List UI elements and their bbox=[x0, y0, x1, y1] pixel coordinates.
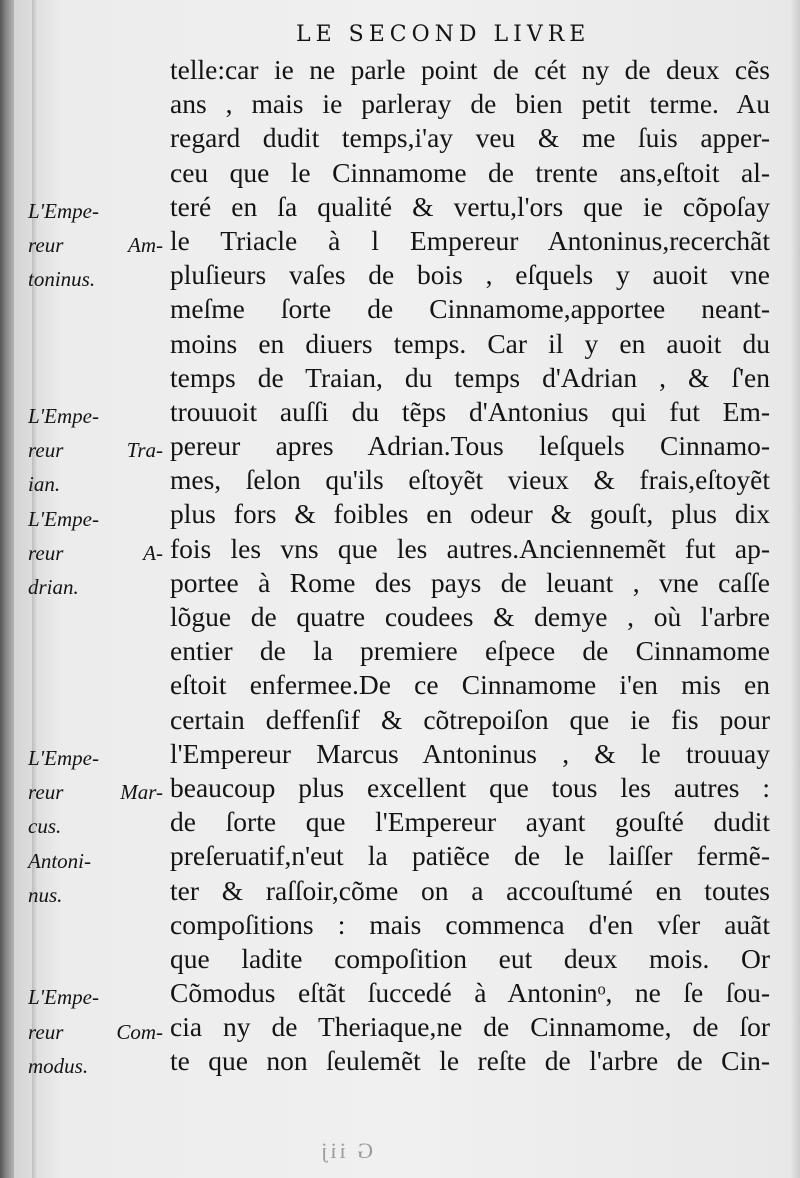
text-line: teré en ſa qualité & vertu,l'ors que ie cõpoſay bbox=[170, 190, 770, 222]
text-line: pereur apres Adrian.Tous leſquels Cinnamo- bbox=[170, 430, 770, 462]
margin-note-line: L'Empe- bbox=[28, 746, 99, 770]
margin-note-line: reur Tra- bbox=[28, 438, 163, 463]
text-line: que ladite compoſition eut deux mois. Or bbox=[170, 942, 770, 974]
text-line: te que non ſeulemẽt le reſte de l'arbre de Cin- bbox=[170, 1045, 770, 1077]
text-line: cia ny de Theriaque,ne de Cinnamome, de ſor bbox=[170, 1011, 770, 1043]
body-text bbox=[170, 53, 770, 1079]
margin-note-line: L'Empe- bbox=[28, 985, 99, 1010]
text-line: mes, ſelon qu'ils eſtoyẽt vieux & frais,eſtoyẽt bbox=[170, 464, 770, 496]
text-line: preſeruatif,n'eut la patiẽce de le laiſſer fermẽ- bbox=[170, 840, 770, 872]
margin-note-line: L'Empe- bbox=[28, 404, 99, 428]
text-line: portee à Rome des pays de leuant , vne caſſe bbox=[170, 566, 770, 598]
text-line: trouuoit auſſi du tẽps d'Antonius qui fut Em- bbox=[170, 395, 770, 427]
margin-note-line: drian. bbox=[28, 574, 79, 599]
running-head: LE SECOND LIVRE bbox=[296, 22, 591, 47]
text-line: ceu que le Cinnamome de trente ans,eſtoit al- bbox=[170, 156, 770, 188]
margin-note-line: nus. bbox=[28, 882, 63, 907]
text-line: moins en diuers temps. Car il y en auoit du bbox=[170, 327, 770, 359]
text-line: telle:car ie ne parle point de cét ny de deux cẽs bbox=[170, 54, 770, 85]
text-line: certain deffenſif & cõtrepoiſon que ie fis pour bbox=[170, 703, 770, 735]
text-line: fois les vns que les autres.Anciennemẽt fut ap- bbox=[170, 532, 770, 564]
margin-note-line: reur Mar- bbox=[28, 780, 163, 805]
text-line: meſme ſorte de Cinnamome,apportee neant- bbox=[170, 293, 770, 325]
signature-mark: G iij bbox=[318, 1138, 373, 1163]
margin-note-line: L'Empe- bbox=[28, 506, 99, 531]
margin-note-line: reur A- bbox=[28, 540, 163, 565]
text-line: regard dudit temps,i'ay veu & me ſuis appe⁠r- bbox=[170, 122, 770, 154]
text-line: ans , mais ie parleray de bien petit terme. Au bbox=[170, 88, 770, 120]
text-line: pluſieurs vaſes de bois , eſquels y auoit vne bbox=[170, 259, 770, 291]
text-line: temps de Traian, du temps d'Adrian , & ſ'en bbox=[170, 361, 770, 393]
text-line: compoſitions : mais commenca d'en vſer auãt bbox=[170, 908, 770, 940]
margin-note-line: modus. bbox=[28, 1053, 89, 1078]
margin-note-line: ian. bbox=[28, 472, 61, 497]
text-line: lõgue de quatre coudees & demye , où l'arbre bbox=[170, 601, 770, 632]
text-line: eſtoit enfermee.De ce Cinnamome i'en mis en bbox=[170, 669, 770, 701]
text-line: entier de la premiere eſpece de Cinnamome bbox=[170, 635, 770, 667]
text-line: l'Empereur Marcus Antoninus , & le trouuay bbox=[170, 737, 770, 769]
margin-note-line: L'Empe- bbox=[28, 198, 99, 223]
margin-note bbox=[28, 399, 163, 502]
text-line: Cõmodus eſtãt ſuccedé à Antoninᵒ, ne ſe ſou- bbox=[170, 977, 770, 1009]
margin-note bbox=[28, 741, 163, 912]
margin-note-line: Antoni- bbox=[28, 848, 91, 873]
margin-note-line: cus. bbox=[28, 814, 62, 839]
margin-note bbox=[28, 194, 163, 297]
text-line: de ſorte que l'Empereur ayant gouſté dudit bbox=[170, 806, 770, 838]
margin-note bbox=[28, 502, 163, 605]
text-line: plus fors & foibles en odeur & gouſt, plus dix bbox=[170, 498, 770, 530]
margin-note-line: reur Am- bbox=[28, 232, 163, 257]
margin-note-line: toninus. bbox=[28, 267, 96, 292]
margin-note-line: reur Com- bbox=[28, 1019, 163, 1044]
text-line: ter & raſſoir,cõme on a accouſtumé en toutes bbox=[170, 874, 770, 906]
margin-note bbox=[28, 980, 163, 1083]
page-shadow bbox=[790, 0, 800, 1178]
text-line: le Triacle à l Empereur Antoninus,recerchãt bbox=[170, 224, 770, 256]
text-line: beaucoup plus excellent que tous les autres : bbox=[170, 771, 770, 803]
